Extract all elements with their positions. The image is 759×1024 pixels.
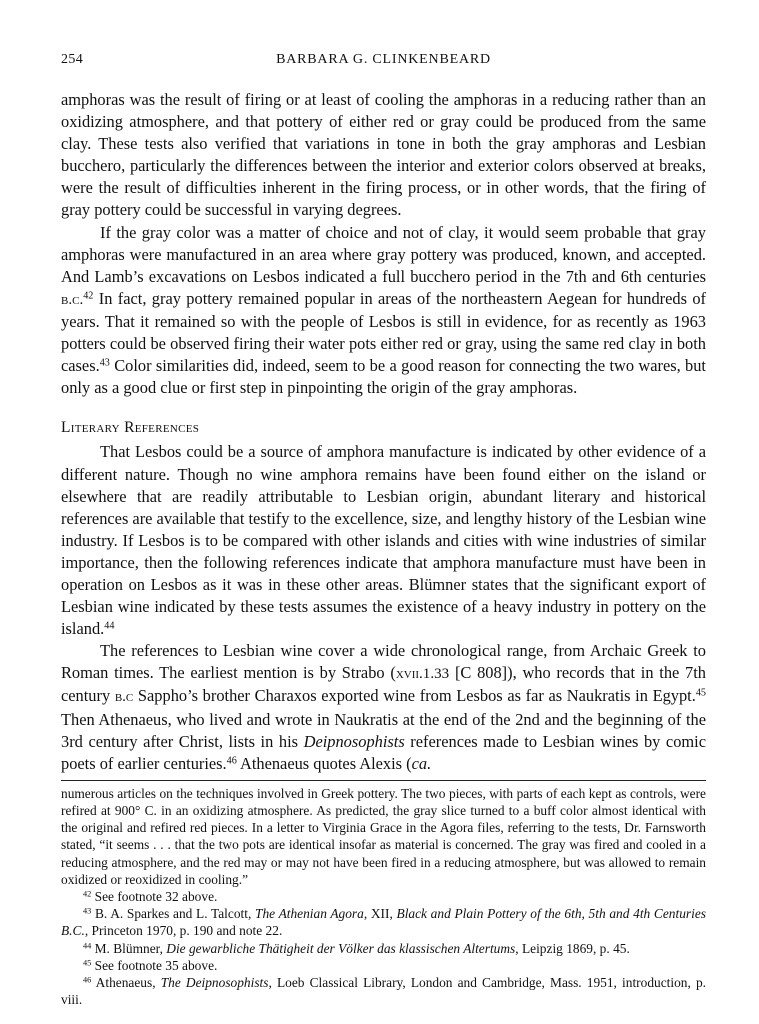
footnotes bbox=[61, 785, 706, 1009]
footnote-ref-45[interactable]: 45 bbox=[695, 687, 706, 699]
body-text bbox=[61, 89, 706, 775]
running-head bbox=[61, 52, 706, 74]
footnote-divider bbox=[61, 780, 706, 781]
footnote-ref-46[interactable]: 46 bbox=[226, 755, 237, 767]
paragraph-4: The references to Lesbian wine cover a wide chronological range, from Archaic Greek to Roman times. The earliest mention is by Strabo (xvii.1.33 [C 808]), who records that in the 7th century b.c Sappho’s brother Charaxos exported wine from Lesbos as far as Naukratis in Egypt.$^{45}$ Then Athenaeus, who lived and wrote in Naukratis at the end of the 2nd and the beginning of the 3rd century after Christ, lists in his Deipnosophists references made to Lesbian wines by comic poets of earlier centuries.$^{46}$ Athenaeus quotes Alexis (ca. bbox=[61, 641, 706, 773]
paragraph-2: If the gray color was a matter of choice and not of clay, it would seem probable that gray amphoras were manufactured in an area where gray pottery was produced, known, and accepted. And Lamb’s excavations on Lesbos indicated a full bucchero period in the 7th and 6th centuries b.c.$^{42}$ In fact, gray pottery remained popular in areas of the northeastern Aegean for hundreds of years. That it remained so with the people of Lesbos is still in evidence, for as recently as 1963 potters could be observed firing their water pots either red or gray, using the same red clay in both cases.$^{43}$ Color similarities did, indeed, seem to be a good reason for connecting the two wares, but only as a good clue or first step in pinpointing the origin of the gray amphoras. bbox=[61, 222, 706, 398]
page-number: 254 bbox=[61, 52, 84, 67]
footnote-43: $^{43}$ B. A. Sparkes and L. Talcott, The Athenian Agora, XII, Black and Plain Pottery of the 6th, 5th and 4th Centuries B.C., Princeton 1970, p. 190 and note 22. bbox=[61, 906, 707, 939]
footnote-46: $^{46}$ Athenaeus, The Deipnosophists, Loeb Classical Library, London and Cambridge, Mass. 1951, introduction, p. viii. bbox=[61, 975, 707, 1008]
footnote-45: $^{45}$ See footnote 35 above. bbox=[83, 957, 218, 973]
journal-page bbox=[61, 52, 706, 1008]
running-head-author: BARBARA G. CLINKENBEARD bbox=[276, 52, 491, 67]
footnote-ref-42[interactable]: 42 bbox=[83, 290, 94, 302]
paragraph-1: amphoras was the result of firing or at least of cooling the amphoras in a reducing rather than an oxidizing atmosphere, and that pottery of either red or gray could be produced from the same clay. These tests also verified that variations in tone in both the gray amphoras and Lesbian bucchero, particularly the differences between the interior and exterior colors observed at breaks, were the result of difficulties inherent in the firing process, or in other words, that the firing of gray pottery could be successful in varying degrees. bbox=[61, 90, 706, 220]
work-title: Deipnosophists bbox=[303, 731, 405, 751]
footnote-44: $^{44}$ M. Blümner, Die gewarbliche Thätigheit der Völker das klassischen Altertums, Leipzig 1869, p. 45. bbox=[83, 940, 630, 956]
footnote-continuation: numerous articles on the techniques involved in Greek pottery. The two pieces, with parts of each kept as controls, were refired at 900° C. in an oxidizing atmosphere. As predicted, the gray slice turned to a buff color almost identical with the original and refired red pieces. In a letter to Virginia Grace in the Agora files, referring to the tests, Dr. Farnsworth stated, “it seems . . . that the two pots are identical insofar as material is concerned. The gray was fired and cooled in a reducing atmosphere, and the red may or may not have been fired in a reducing atmosphere, but was allowed to remain oxidized or reoxidized in cooling.” bbox=[61, 785, 706, 887]
footnote-ref-44[interactable]: 44 bbox=[104, 620, 115, 632]
footnote-42: $^{42}$ See footnote 32 above. bbox=[83, 889, 218, 905]
footnote-ref-43[interactable]: 43 bbox=[99, 357, 110, 369]
paragraph-3: That Lesbos could be a source of amphora manufacture is indicated by other evidence of a different nature. Though no wine amphora remains have been found either on the island or elsewhere that are readily attributable to Lesbian origin, abundant literary and historical references are available that testify to the excellence, size, and lengthy history of the Lesbian wine industry. If Lesbos is to be compared with other islands and cities with wine industries of similar importance, then the following references indicate that amphora manufacture must have been in operation on Lesbos as it was in these other areas. Blümner states that the significant export of Lesbian wine indicated by these tests assumes the existence of a heavy industry in pottery on the island.$^{44}$ bbox=[61, 442, 706, 639]
section-heading: Literary References bbox=[61, 419, 200, 437]
